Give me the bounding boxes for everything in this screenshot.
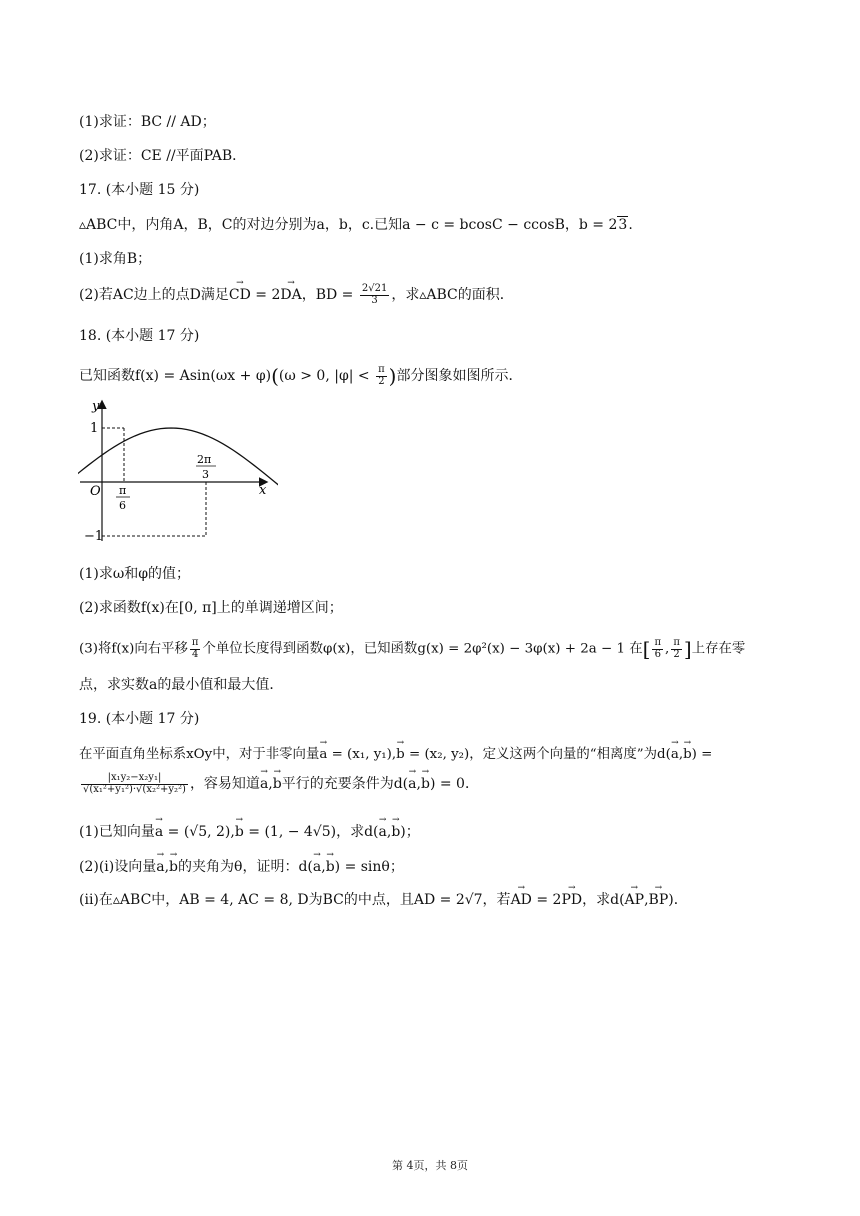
tick-pi6-num: π	[119, 484, 127, 497]
p18-header: 18. (本小题 17 分)	[79, 328, 200, 344]
y-tick-one: 1	[90, 421, 99, 436]
tick-2pi3-num: 2π	[197, 453, 212, 466]
p19-stem: 在平面直角坐标系xOy中，对于非零向量→ a = (x₁, y₁),→ b = (x₂, y₂)，定义这两个向量的“相离度”为d(→ a,→ b) =	[79, 747, 712, 763]
tick-2pi3-den: 3	[202, 468, 209, 481]
page-footer: 第 4页，共 8页	[392, 1159, 468, 1172]
p16-q1: (1)求证：BC // AD；	[79, 114, 216, 130]
x-label: x	[259, 483, 267, 498]
p17-stem: ▵ABC中，内角A，B，C的对边分别为a，b，c.已知a − c = bcosC − ccosB，b = 23.	[79, 217, 633, 233]
p17-q2: (2)若AC边上的点D满足→ CD = 2→ DA，BD = $\frac{2√21}{3}$ ，求▵ABC的面积．	[79, 284, 514, 306]
p16-q2: (2)求证：CE //平面PAB．	[79, 148, 247, 164]
sine-graph	[78, 396, 278, 546]
p17-header: 17. (本小题 15 分)	[79, 182, 200, 198]
p19-q1: (1)已知向量→ a = (√5, 2),→ b = (1, − 4√5)，求d(→ a,→ b)；	[79, 824, 420, 841]
p19-q2: (2)(i)设向量→ a,→ b的夹角为θ，证明：d(→ a,→ b) = sinθ；	[79, 859, 404, 876]
p19-stem-cont: $\frac{\text{|x₁y₂−x₂y₁|}}{\text{√(x₁²+y₁²)·√(x₂²+y₂²)}}$ ，容易知道→ a,→ b平行的充要条件为d(→ a,→ b) = 0．	[79, 773, 479, 795]
tick-pi6-den: 6	[119, 499, 126, 512]
p18-q3: (3)将f(x)向右平移 $\frac{\pi}{4}$ 个单位长度得到函数φ(x)，已知函数g(x) = 2φ²(x) − 3φ(x) + 2a − 1 在[ $\frac{\pi}{6}$ , $\frac{\pi}{2}$ ]上存在零	[79, 637, 746, 661]
y-tick-neg-one: −1	[84, 529, 104, 544]
p18-q1: (1)求ω和φ的值；	[79, 566, 191, 582]
p18-q3-cont: 点，求实数a的最小值和最大值．	[79, 677, 284, 693]
p19-header: 19. (本小题 17 分)	[79, 711, 200, 727]
origin-label: O	[90, 484, 101, 499]
y-label: y	[92, 399, 100, 414]
p18-stem: 已知函数f(x) = Asin(ωx + φ)((ω > 0, |φ| < $\frac{\pi}{2}$ )部分图象如图所示．	[79, 364, 523, 388]
p17-q1: (1)求角B；	[79, 251, 152, 267]
p19-q3: (ii)在▵ABC中，AB = 4, AC = 8, D为BC的中点，且AD = 2√7，若→ AD = 2→ PD，求d(→ AP,→ BP)．	[79, 892, 688, 909]
p18-q2: (2)求函数f(x)在[0, π]上的单调递增区间；	[79, 600, 343, 616]
